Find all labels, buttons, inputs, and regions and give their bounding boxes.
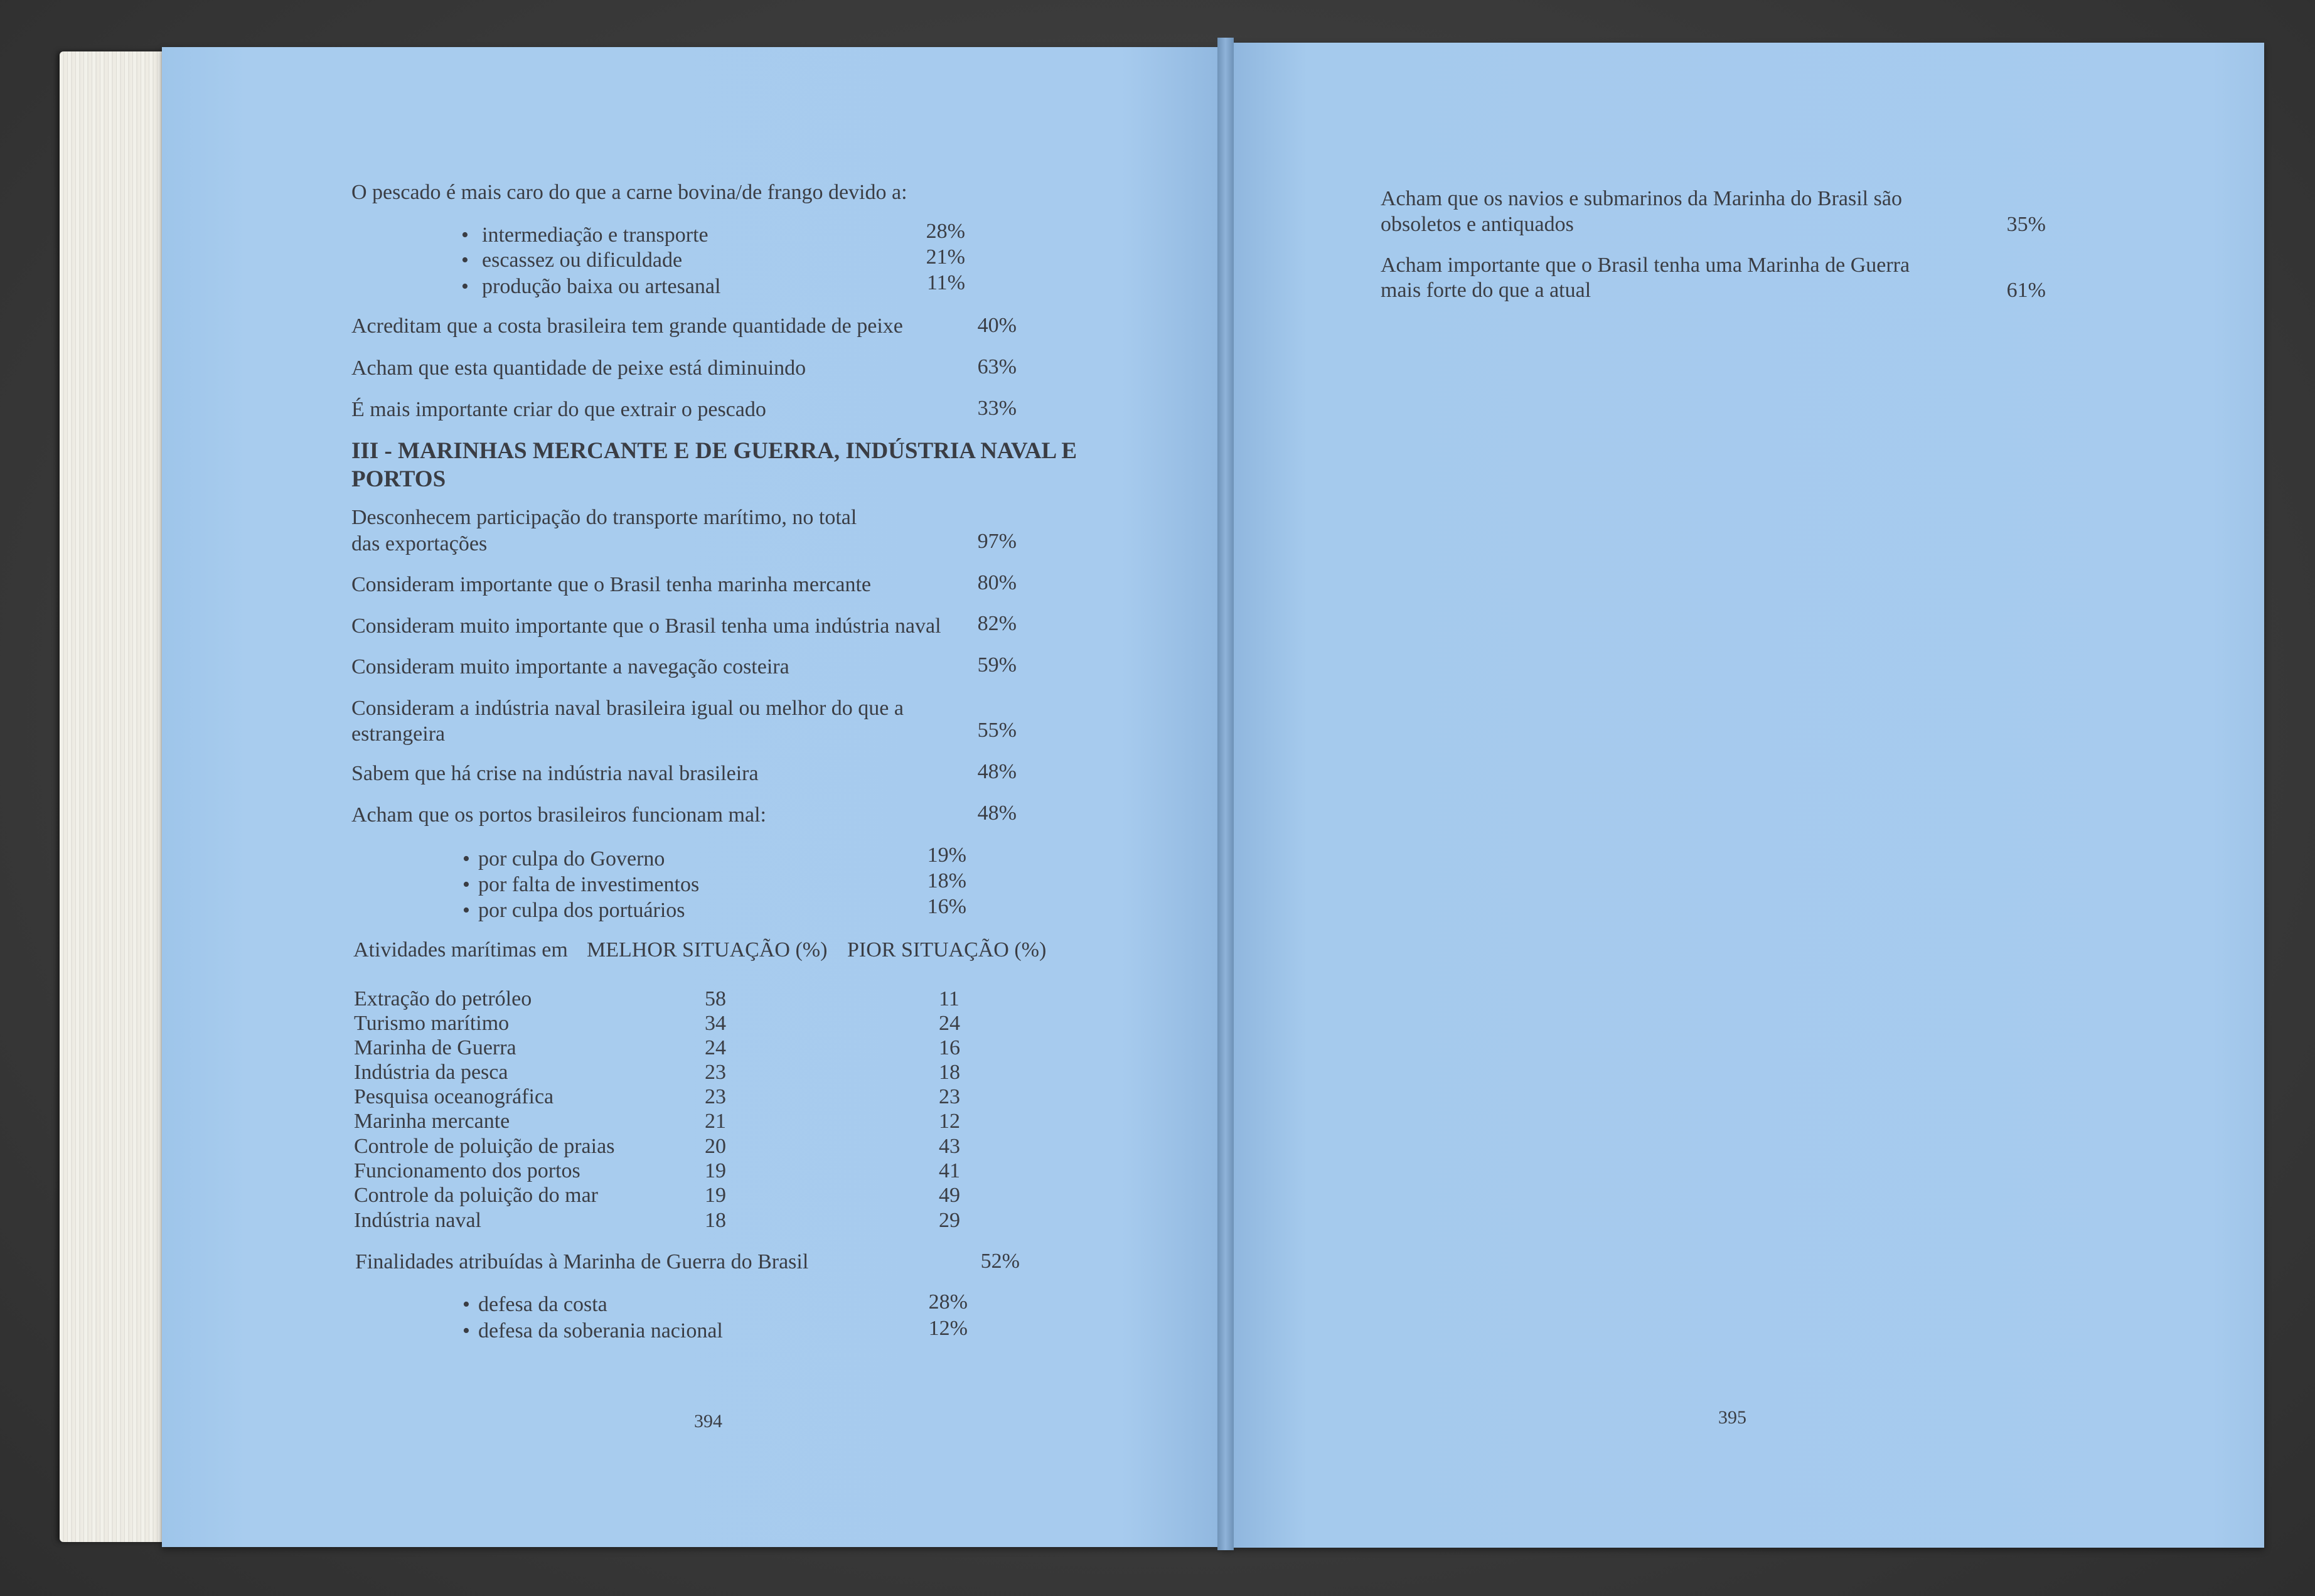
purpose-item-label: defesa da costa [478, 1293, 607, 1316]
reason-value: 11% [926, 271, 965, 294]
purpose-item-label: defesa da soberania nacional [478, 1319, 723, 1342]
stat-value: 55% [977, 719, 1017, 742]
purpose-item-value: 28% [928, 1290, 968, 1314]
bullet-icon: • [462, 1293, 470, 1316]
stat-label-cont: estrangeira [351, 722, 446, 746]
port-reason-value: 18% [927, 869, 966, 892]
bullet-icon: • [461, 249, 469, 272]
table-row-best: 58 [705, 987, 726, 1010]
stat-value: 63% [977, 355, 1017, 378]
table-header-label: Atividades marítimas em [353, 938, 568, 961]
page-number-left: 394 [694, 1411, 722, 1432]
stat-label: Acham importante que o Brasil tenha uma Marinha de Guerra [1381, 254, 1910, 277]
stat-label-cont: das exportações [351, 532, 488, 555]
stat-label-cont: mais forte do que a atual [1381, 279, 1591, 302]
intro-text: O pescado é mais caro do que a carne bovina/de frango devido a: [351, 181, 907, 204]
table-row-best: 23 [705, 1061, 726, 1084]
table-row-activity: Marinha mercante [354, 1110, 510, 1133]
table-row-best: 18 [705, 1209, 726, 1232]
stat-label: Consideram importante que o Brasil tenha marinha mercante [351, 573, 872, 596]
section-heading-cont: PORTOS [351, 466, 446, 492]
port-reason-label: por culpa do Governo [478, 847, 665, 870]
reason-label: escassez ou dificuldade [482, 249, 683, 272]
bullet-icon: • [461, 275, 469, 298]
stat-label: Acham que os navios e submarinos da Marinha do Brasil são [1381, 187, 1902, 210]
stat-value: 59% [977, 653, 1017, 677]
purposes-value: 52% [980, 1250, 1020, 1273]
stat-value: 61% [2006, 279, 2046, 302]
stat-value: 97% [977, 530, 1017, 553]
stat-value: 35% [2006, 213, 2046, 236]
stat-label: Desconhecem participação do transporte marítimo, no total [351, 506, 857, 529]
table-row-worst: 49 [939, 1184, 960, 1207]
table-row-activity: Extração do petróleo [354, 987, 532, 1010]
purposes-label: Finalidades atribuídas à Marinha de Guerra do Brasil [355, 1250, 809, 1273]
table-row-worst: 41 [939, 1159, 960, 1182]
table-row-activity: Funcionamento dos portos [354, 1159, 580, 1182]
table-row-best: 23 [705, 1085, 726, 1108]
stat-value: 82% [977, 612, 1017, 635]
table-col-worst: PIOR SITUAÇÃO (%) [847, 938, 1047, 961]
table-row-activity: Controle da poluição do mar [354, 1184, 599, 1207]
table-row-worst: 29 [939, 1209, 960, 1232]
table-row-worst: 24 [939, 1012, 960, 1035]
bullet-icon: • [462, 873, 470, 896]
table-row-best: 34 [705, 1012, 726, 1035]
reason-label: produção baixa ou artesanal [482, 275, 721, 298]
port-reason-label: por falta de investimentos [478, 873, 700, 896]
reason-value: 21% [926, 245, 965, 269]
table-col-best: MELHOR SITUAÇÃO (%) [587, 938, 828, 961]
bullet-icon: • [461, 223, 469, 247]
reason-value: 28% [926, 220, 965, 243]
stat-value: 80% [977, 571, 1017, 594]
table-row-best: 24 [705, 1036, 726, 1059]
stat-value: 48% [977, 760, 1017, 783]
stat-label: É mais importante criar do que extrair o pescado [351, 398, 766, 421]
stat-value: 40% [977, 314, 1017, 337]
table-row-worst: 12 [939, 1110, 960, 1133]
table-row-activity: Pesquisa oceanográfica [354, 1085, 554, 1108]
port-reason-label: por culpa dos portuários [478, 899, 685, 922]
stat-label: Consideram muito importante a navegação costeira [351, 655, 789, 678]
table-row-best: 21 [705, 1110, 726, 1133]
table-row-activity: Controle de poluição de praias [354, 1135, 615, 1158]
port-reason-value: 16% [927, 895, 966, 918]
table-row-worst: 11 [939, 987, 960, 1010]
bullet-icon: • [462, 899, 470, 922]
purpose-item-value: 12% [928, 1317, 968, 1340]
port-reason-value: 19% [927, 844, 966, 867]
stat-label: Consideram a indústria naval brasileira igual ou melhor do que a [351, 697, 904, 720]
table-row-activity: Marinha de Guerra [354, 1036, 516, 1059]
section-heading: III - MARINHAS MERCANTE E DE GUERRA, INDÚSTRIA NAVAL E [351, 438, 1077, 464]
reason-label: intermediação e transporte [482, 223, 708, 247]
table-row-best: 19 [705, 1184, 726, 1207]
table-row-activity: Indústria naval [354, 1209, 481, 1232]
table-row-worst: 16 [939, 1036, 960, 1059]
book-gutter [1217, 38, 1234, 1550]
table-row-best: 19 [705, 1159, 726, 1182]
stat-label: Consideram muito importante que o Brasil tenha uma indústria naval [351, 614, 941, 638]
stat-label: Acham que esta quantidade de peixe está diminuindo [351, 356, 806, 380]
table-row-activity: Turismo marítimo [354, 1012, 510, 1035]
table-row-worst: 23 [939, 1085, 960, 1108]
stat-label: Acreditam que a costa brasileira tem grande quantidade de peixe [351, 314, 903, 338]
bullet-icon: • [462, 847, 470, 870]
table-row-activity: Indústria da pesca [354, 1061, 508, 1084]
table-row-best: 20 [705, 1135, 726, 1158]
table-row-worst: 43 [939, 1135, 960, 1158]
stat-label: Sabem que há crise na indústria naval brasileira [351, 762, 759, 785]
stat-value: 48% [977, 801, 1017, 825]
page-number-right: 395 [1718, 1407, 1746, 1428]
stat-value: 33% [977, 397, 1017, 420]
table-row-worst: 18 [939, 1061, 960, 1084]
bullet-icon: • [462, 1319, 470, 1342]
stat-label: Acham que os portos brasileiros funcionam mal: [351, 803, 766, 827]
stat-label-cont: obsoletos e antiquados [1381, 213, 1574, 236]
